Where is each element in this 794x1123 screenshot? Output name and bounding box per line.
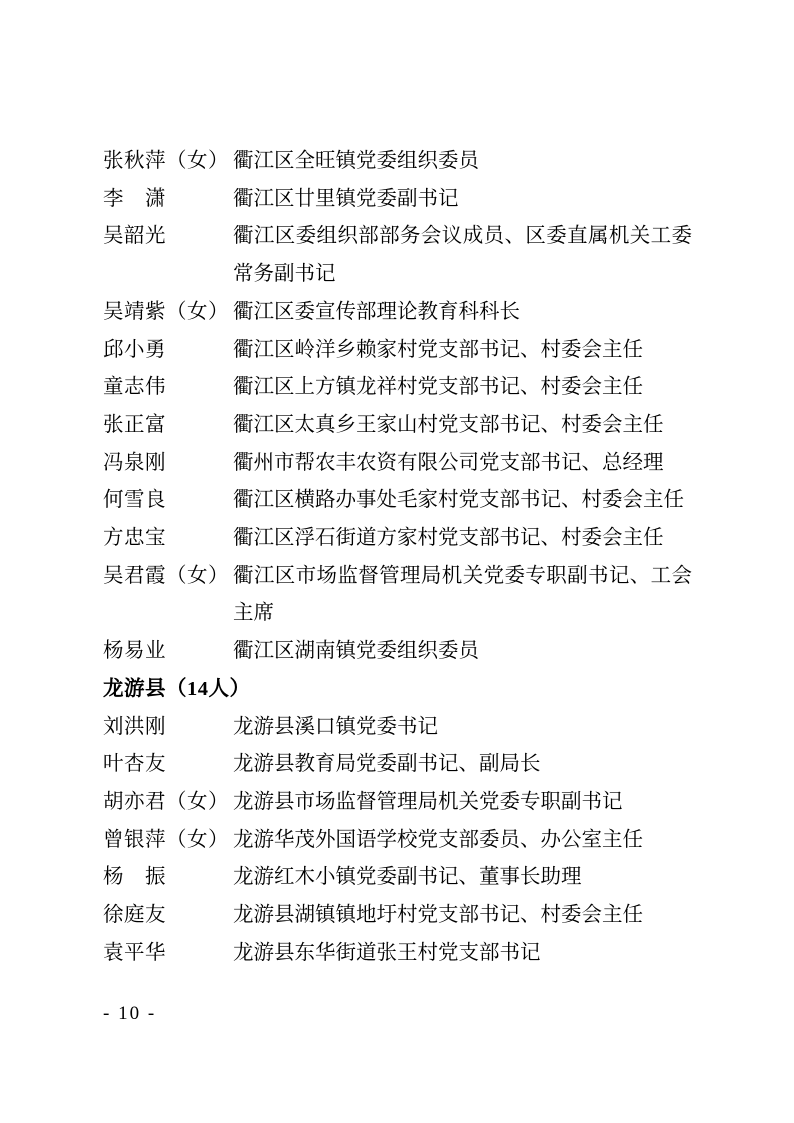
person-name [103,520,233,558]
person-name [103,558,233,596]
person-name [103,709,233,747]
person-name-text: 杨 振 [103,866,166,889]
person-name-text: 曾银萍 [103,828,166,851]
person-position: 龙游县市场监督管理局机关党委专职副书记 [233,790,623,813]
person-name-text: 邱小勇 [103,338,166,361]
page-number: - 10 - [103,1003,157,1024]
roster-entry [103,746,692,784]
person-name-text: 吴靖紫 [103,300,166,323]
person-name-text: 何雪良 [103,489,166,512]
person-position: 龙游红木小镇党委副书记、董事长助理 [233,866,582,889]
roster-entry [103,709,692,747]
person-position: 衢江区上方镇龙祥村党支部书记、村委会主任 [233,376,643,399]
roster-entry [103,935,692,973]
person-name [103,633,233,671]
roster-entry [103,822,692,860]
person-name [103,407,233,445]
person-name [103,181,233,219]
person-position: 衢江区岭洋乡赖家村党支部书记、村委会主任 [233,338,643,361]
gender-note: （女） [166,150,229,172]
person-name [103,332,233,370]
gender-note: （女） [166,828,229,851]
person-name [103,369,233,407]
gender-note: （女） [166,300,229,323]
person-name-text: 徐庭友 [103,904,166,927]
person-name [103,784,233,822]
person-name [103,143,233,181]
roster-entry [103,294,692,332]
person-position: 龙游县湖镇镇地圩村党支部书记、村委会主任 [233,904,643,927]
person-name-text: 李 潇 [103,187,166,210]
person-name-text: 刘洪刚 [103,715,166,738]
person-name-text: 吴君霞 [103,564,166,587]
person-position: 衢江区廿里镇党委副书记 [233,187,459,210]
roster-entry [103,633,692,671]
person-name [103,294,233,332]
person-position: 龙游县教育局党委副书记、副局长 [233,753,541,776]
person-name-text: 张正富 [103,413,166,436]
person-name-text: 张秋萍 [103,150,166,172]
person-position: 衢江区委宣传部理论教育科科长 [233,300,520,323]
person-name [103,897,233,935]
roster-entry [103,369,692,407]
section-header: 龙游县（14人） [103,677,251,700]
roster-list [103,143,692,972]
person-position: 衢江区市场监督管理局机关党委专职副书记、工会主席 [233,564,692,625]
person-position: 衢江区全旺镇党委组织委员 [233,150,479,172]
roster-entry [103,558,692,633]
person-name [103,822,233,860]
person-position: 衢江区太真乡王家山村党支部书记、村委会主任 [233,413,664,436]
person-name-text: 袁平华 [103,941,166,964]
roster-entry [103,407,692,445]
person-name-text: 方忠宝 [103,527,166,550]
person-name-text: 冯泉刚 [103,451,166,474]
person-position: 衢州市帮农丰农资有限公司党支部书记、总经理 [233,451,664,474]
gender-note: （女） [166,790,229,813]
gender-note: （女） [166,564,229,587]
roster-entry [103,520,692,558]
person-name-text: 胡亦君 [103,790,166,813]
person-position: 龙游县溪口镇党委书记 [233,715,438,738]
person-name [103,859,233,897]
person-name-text: 童志伟 [103,376,166,399]
roster-entry [103,332,692,370]
roster-entry [103,143,692,181]
person-name-text: 吴韶光 [103,225,166,248]
person-position: 衢江区横路办事处毛家村党支部书记、村委会主任 [233,489,684,512]
person-position: 衢江区委组织部部务会议成员、区委直属机关工委常务副书记 [233,225,692,286]
person-position: 龙游县东华街道张王村党支部书记 [233,941,541,964]
roster-entry [103,859,692,897]
person-name [103,746,233,784]
person-name [103,218,233,256]
person-name-text: 杨易业 [103,640,166,663]
person-name-text: 叶杏友 [103,753,166,776]
roster-entry [103,897,692,935]
roster-entry [103,445,692,483]
person-position: 衢江区湖南镇党委组织委员 [233,640,479,663]
person-position: 衢江区浮石街道方家村党支部书记、村委会主任 [233,527,664,550]
person-position: 龙游华茂外国语学校党支部委员、办公室主任 [233,828,643,851]
person-name [103,935,233,973]
roster-entry [103,218,692,293]
person-name [103,482,233,520]
roster-entry [103,482,692,520]
person-name [103,445,233,483]
roster-entry [103,784,692,822]
roster-entry [103,181,692,219]
